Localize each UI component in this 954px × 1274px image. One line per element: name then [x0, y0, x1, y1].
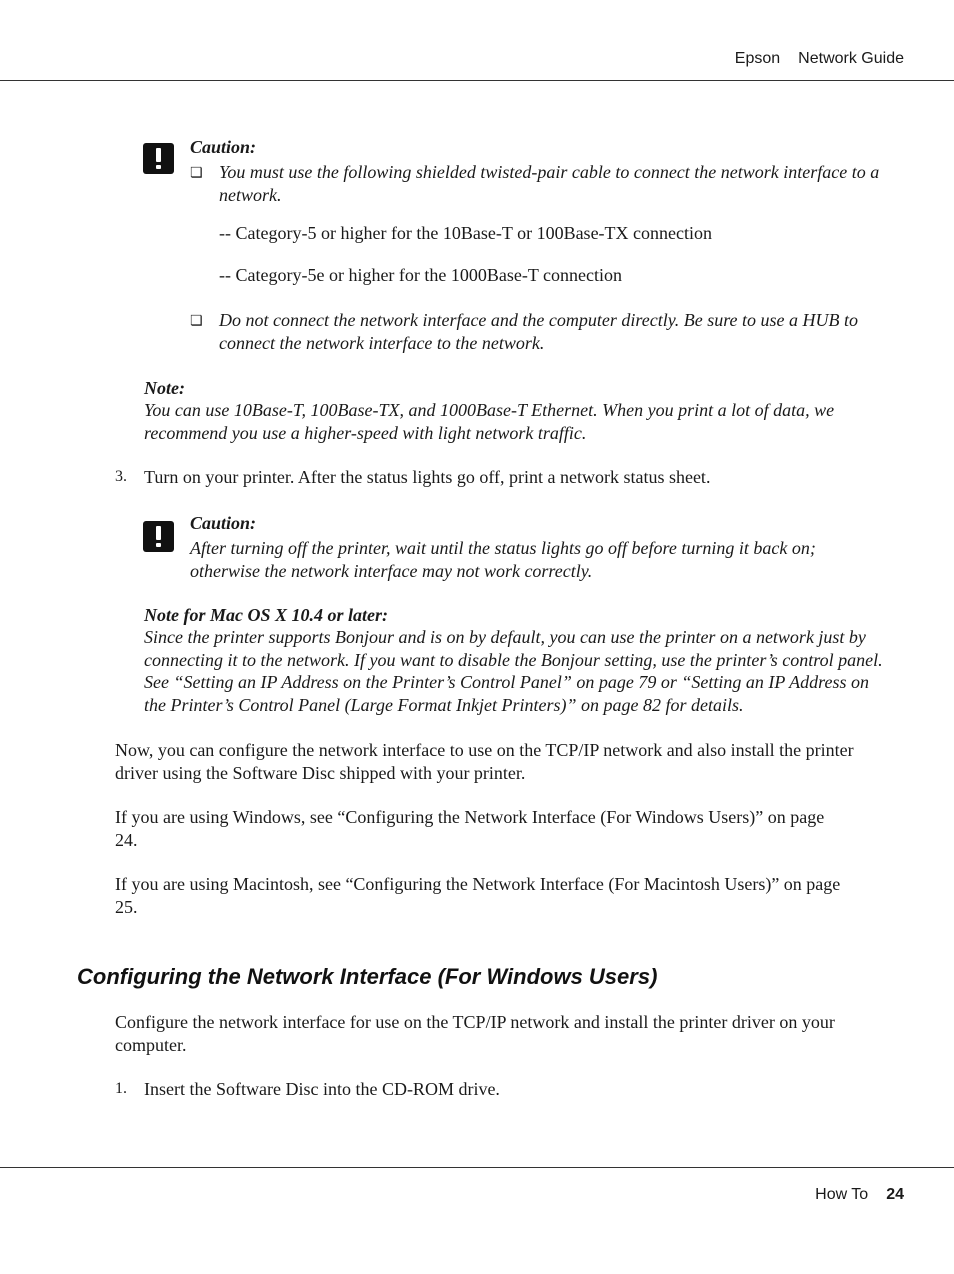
paragraph-mac-reference: If you are using Macintosh, see “Configuring the Network Interface (For Macintosh Users)” on page 25.	[115, 874, 841, 917]
note-mac-text: Since the printer supports Bonjour and is on by default, you can use the printer on a network just by connecting it to the network. If you want to disable the Bonjour setting, use the printer’s control panel. See “Setting an IP Address on the Printer’s Control Panel” on page 79 or “Setting an IP Address on the Printer’s Control Panel (Large Format Inkjet Printers)” on page 82 for details.	[144, 627, 883, 715]
cable-category-5e: -- Category-5e or higher for the 1000Base-T connection	[219, 265, 623, 285]
checkbox-bullet: ❏	[190, 165, 203, 181]
page-number: 24	[886, 1186, 904, 1203]
section-heading: Configuring the Network Interface (For Windows Users)	[77, 964, 658, 989]
step-number: 1.	[115, 1080, 127, 1097]
caution-bullet-hub: Do not connect the network interface and the computer directly. Be sure to use a HUB to connect the network interface to the network.	[219, 310, 859, 353]
step-text: Turn on your printer. After the status lights go off, print a network status sheet.	[144, 467, 711, 487]
caution-bullet-cable: You must use the following shielded twisted-pair cable to connect the network interface to a network.	[219, 162, 880, 205]
header-rule	[0, 80, 954, 81]
note-mac-label: Note for Mac OS X 10.4 or later:	[144, 605, 388, 625]
footer-rule	[0, 1167, 954, 1168]
caution-status-lights-text: After turning off the printer, wait until the status lights go off before turning it back on; otherwise the network interface may not work correctly.	[190, 538, 816, 581]
caution-label: Caution:	[190, 137, 257, 157]
footer-section: How To	[815, 1186, 869, 1203]
note-label: Note:	[144, 378, 185, 398]
caution-icon	[143, 143, 174, 174]
caution-label: Caution:	[190, 513, 257, 533]
header-brand: Epson	[734, 50, 781, 67]
section-intro: Configure the network interface for use on the TCP/IP network and install the printer driver on your computer.	[115, 1012, 835, 1055]
step-number: 3.	[115, 468, 127, 485]
step-text: Insert the Software Disc into the CD-ROM drive.	[144, 1079, 500, 1099]
header-guide-title: Network Guide	[798, 50, 904, 67]
caution-icon	[143, 521, 174, 552]
cable-category-5: -- Category-5 or higher for the 10Base-T or 100Base-TX connection	[219, 223, 713, 243]
checkbox-bullet: ❏	[190, 313, 203, 329]
running-header	[735, 50, 904, 68]
paragraph-windows-reference: If you are using Windows, see “Configuring the Network Interface (For Windows Users)” on page 24.	[115, 807, 825, 850]
note-ethernet-text: You can use 10Base-T, 100Base-TX, and 1000Base-T Ethernet. When you print a lot of data, we recommend you use a higher-speed with light network traffic.	[144, 400, 835, 443]
paragraph-configure-now: Now, you can configure the network interface to use on the TCP/IP network and also install the printer driver using the Software Disc shipped with your printer.	[115, 740, 854, 783]
running-footer	[815, 1186, 904, 1204]
